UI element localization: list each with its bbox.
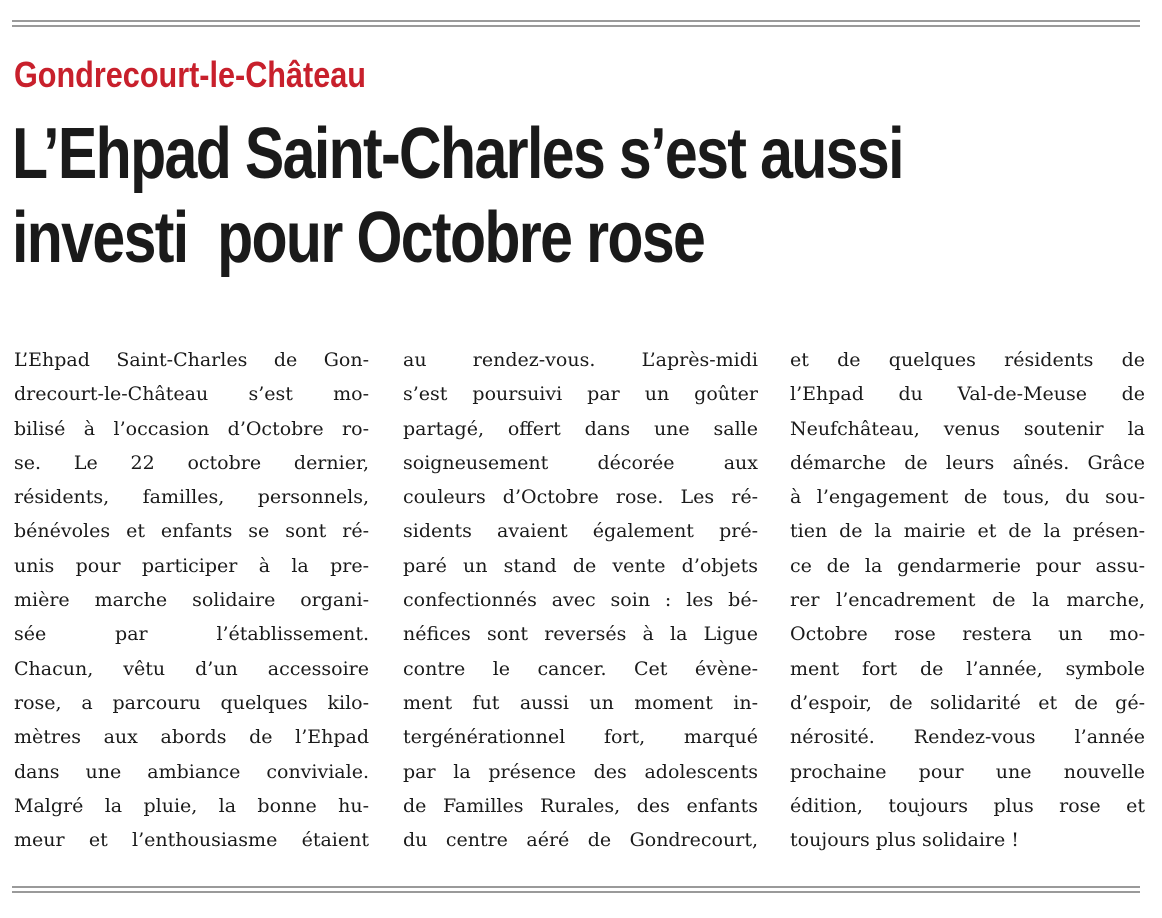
text-line: sée par l’établissement. — [14, 623, 369, 646]
text-line: L’Ehpad Saint-Charles de Gon- — [14, 349, 369, 371]
text-line: unis pour participer à la pre- — [14, 554, 369, 577]
text-line: ment fut aussi un moment in- — [403, 691, 758, 714]
text-line: Chacun, vêtu d’un accessoire — [14, 657, 369, 680]
text-line: Octobre rose restera un mo- — [790, 623, 1145, 646]
text-line: tien de la mairie et de la présen- — [790, 520, 1145, 543]
text-line: rose, a parcouru quelques kilo- — [14, 691, 369, 714]
text-line: bénévoles et enfants se sont ré- — [14, 520, 369, 543]
text-line: néfices sont reversés à la Ligue — [403, 623, 758, 646]
text-line: au rendez-vous. L’après-midi — [403, 349, 758, 371]
text-line: nérosité. Rendez-vous l’année — [790, 726, 1145, 749]
article-column-1 — [14, 343, 369, 857]
text-line: couleurs d’Octobre rose. Les ré- — [403, 486, 758, 509]
text-line: à l’engagement de tous, du sou- — [790, 486, 1145, 509]
article-column-2 — [403, 343, 758, 857]
text-line: édition, toujours plus rose et — [790, 794, 1145, 817]
text-line: paré un stand de vente d’objets — [403, 554, 758, 577]
headline-line: L’Ehpad Saint-Charles s’est aussi — [12, 114, 903, 194]
headline-line: investi pour Octobre rose — [12, 198, 705, 278]
article-headline — [12, 112, 1103, 280]
article-column-3 — [790, 343, 1145, 857]
text-line: ce de la gendarmerie pour assu- — [790, 554, 1145, 577]
text-line: bilisé à l’occasion d’Octobre ro- — [14, 417, 369, 440]
text-line: confectionnés avec soin : les bé- — [403, 589, 758, 612]
text-line: dans une ambiance conviviale. — [14, 760, 369, 783]
text-line: mètres aux abords de l’Ehpad — [14, 726, 369, 749]
text-line: toujours plus solidaire ! — [790, 829, 1019, 852]
text-line: de Familles Rurales, des enfants — [403, 794, 758, 817]
text-line: Neufchâteau, venus soutenir la — [790, 417, 1145, 440]
text-line: soigneusement décorée aux — [403, 451, 758, 474]
text-line: sidents avaient également pré- — [403, 520, 758, 543]
bottom-rule — [12, 886, 1140, 893]
text-line: prochaine pour une nouvelle — [790, 760, 1145, 783]
text-line: s’est poursuivi par un goûter — [403, 383, 758, 406]
top-rule — [12, 20, 1140, 27]
article-kicker: Gondrecourt-le-Château — [14, 54, 366, 95]
text-line: contre le cancer. Cet évène- — [403, 657, 758, 680]
text-line: d’espoir, de solidarité et de gé- — [790, 691, 1145, 714]
text-line: et de quelques résidents de — [790, 349, 1145, 371]
text-line: par la présence des adolescents — [403, 760, 758, 783]
text-line: démarche de leurs aînés. Grâce — [790, 451, 1145, 474]
text-line: Malgré la pluie, la bonne hu- — [14, 794, 369, 817]
text-line: partagé, offert dans une salle — [403, 417, 758, 440]
text-line: tergénérationnel fort, marqué — [403, 726, 758, 749]
text-line: mière marche solidaire organi- — [14, 589, 369, 612]
text-line: du centre aéré de Gondrecourt, — [403, 829, 758, 852]
text-line: ment fort de l’année, symbole — [790, 657, 1145, 680]
text-line: meur et l’enthousiasme étaient — [14, 829, 369, 852]
text-line: drecourt-le-Château s’est mo- — [14, 383, 369, 406]
text-line: se. Le 22 octobre dernier, — [14, 451, 369, 474]
text-line: rer l’encadrement de la marche, — [790, 589, 1145, 612]
text-line: résidents, familles, personnels, — [14, 486, 369, 509]
text-line: l’Ehpad du Val-de-Meuse de — [790, 383, 1145, 406]
